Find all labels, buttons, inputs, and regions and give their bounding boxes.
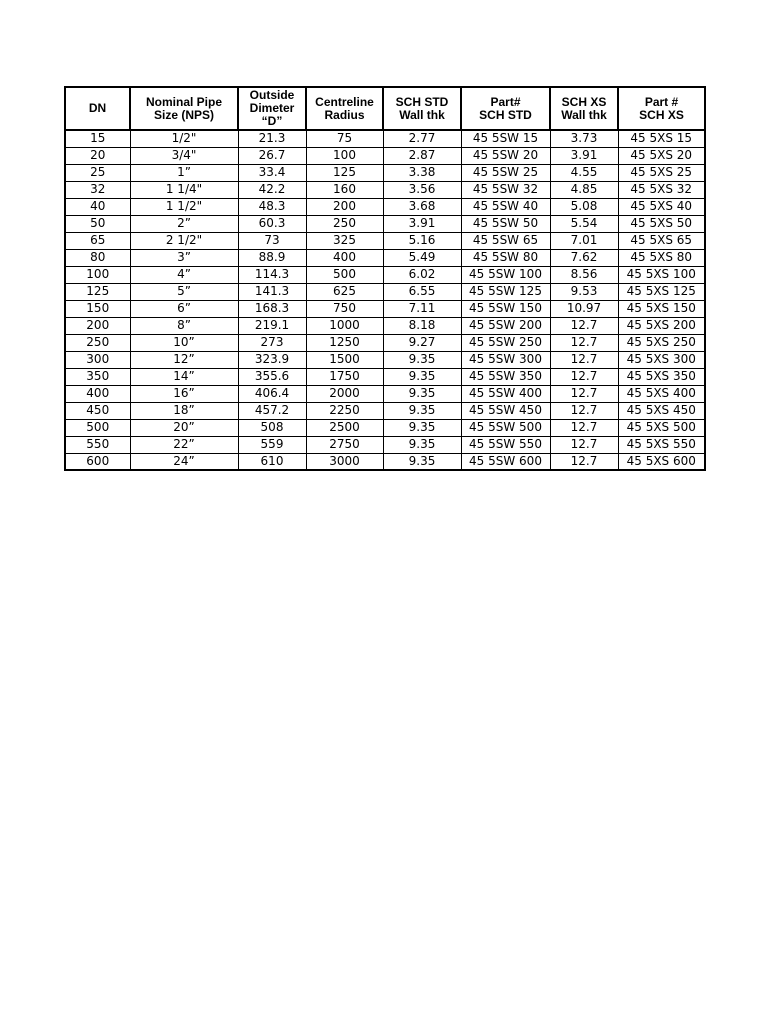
table-row [65, 266, 705, 283]
cell-part-sch-std: 45 5SW 32 [461, 181, 550, 198]
cell-sch-xs-wall: 10.97 [550, 300, 618, 317]
cell-part-sch-xs: 45 5XS 550 [618, 436, 705, 453]
header-part-sch-xs: Part # SCH XS [618, 87, 705, 130]
header-centreline-radius: Centreline Radius [306, 87, 383, 130]
cell-nps: 1 1/2" [130, 198, 238, 215]
cell-sch-xs-wall: 7.01 [550, 232, 618, 249]
document-page [64, 86, 704, 471]
cell-dn: 125 [65, 283, 130, 300]
cell-part-sch-xs: 45 5XS 400 [618, 385, 705, 402]
table-row [65, 334, 705, 351]
cell-part-sch-xs: 45 5XS 20 [618, 147, 705, 164]
cell-sch-std-wall: 2.77 [383, 130, 461, 147]
header-nominal-pipe-size: Nominal Pipe Size (NPS) [130, 87, 238, 130]
cell-sch-xs-wall: 12.7 [550, 402, 618, 419]
cell-sch-xs-wall: 4.85 [550, 181, 618, 198]
cell-part-sch-std: 45 5SW 40 [461, 198, 550, 215]
cell-centreline-radius: 1000 [306, 317, 383, 334]
cell-centreline-radius: 2000 [306, 385, 383, 402]
cell-centreline-radius: 160 [306, 181, 383, 198]
cell-centreline-radius: 100 [306, 147, 383, 164]
cell-nps: 8” [130, 317, 238, 334]
cell-sch-xs-wall: 12.7 [550, 385, 618, 402]
cell-sch-xs-wall: 3.91 [550, 147, 618, 164]
cell-part-sch-std: 45 5SW 125 [461, 283, 550, 300]
cell-dn: 150 [65, 300, 130, 317]
cell-sch-xs-wall: 12.7 [550, 368, 618, 385]
cell-part-sch-xs: 45 5XS 300 [618, 351, 705, 368]
table-row [65, 368, 705, 385]
header-sch-xs-wall: SCH XS Wall thk [550, 87, 618, 130]
cell-centreline-radius: 2250 [306, 402, 383, 419]
cell-part-sch-std: 45 5SW 600 [461, 453, 550, 470]
cell-dn: 450 [65, 402, 130, 419]
cell-centreline-radius: 2750 [306, 436, 383, 453]
cell-dn: 50 [65, 215, 130, 232]
table-row [65, 351, 705, 368]
cell-nps: 2 1/2" [130, 232, 238, 249]
cell-centreline-radius: 200 [306, 198, 383, 215]
cell-nps: 22” [130, 436, 238, 453]
cell-outside-diameter: 406.4 [238, 385, 306, 402]
cell-dn: 250 [65, 334, 130, 351]
cell-sch-std-wall: 9.35 [383, 436, 461, 453]
cell-outside-diameter: 508 [238, 419, 306, 436]
cell-sch-std-wall: 9.27 [383, 334, 461, 351]
cell-sch-std-wall: 3.56 [383, 181, 461, 198]
cell-outside-diameter: 114.3 [238, 266, 306, 283]
cell-sch-xs-wall: 5.54 [550, 215, 618, 232]
cell-outside-diameter: 141.3 [238, 283, 306, 300]
cell-part-sch-std: 45 5SW 200 [461, 317, 550, 334]
cell-dn: 80 [65, 249, 130, 266]
table-row [65, 249, 705, 266]
cell-part-sch-xs: 45 5XS 125 [618, 283, 705, 300]
cell-nps: 18” [130, 402, 238, 419]
cell-nps: 16” [130, 385, 238, 402]
cell-outside-diameter: 219.1 [238, 317, 306, 334]
cell-centreline-radius: 3000 [306, 453, 383, 470]
table-row [65, 198, 705, 215]
cell-outside-diameter: 559 [238, 436, 306, 453]
table-row [65, 283, 705, 300]
cell-nps: 24” [130, 453, 238, 470]
cell-sch-std-wall: 9.35 [383, 419, 461, 436]
cell-part-sch-std: 45 5SW 150 [461, 300, 550, 317]
cell-sch-xs-wall: 3.73 [550, 130, 618, 147]
table-row [65, 317, 705, 334]
cell-nps: 1/2" [130, 130, 238, 147]
cell-outside-diameter: 355.6 [238, 368, 306, 385]
cell-part-sch-std: 45 5SW 15 [461, 130, 550, 147]
cell-centreline-radius: 2500 [306, 419, 383, 436]
cell-outside-diameter: 42.2 [238, 181, 306, 198]
table-row [65, 402, 705, 419]
cell-centreline-radius: 1500 [306, 351, 383, 368]
header-row [65, 87, 705, 130]
cell-centreline-radius: 1750 [306, 368, 383, 385]
cell-centreline-radius: 400 [306, 249, 383, 266]
table-header [65, 87, 705, 130]
cell-dn: 32 [65, 181, 130, 198]
cell-outside-diameter: 273 [238, 334, 306, 351]
cell-part-sch-std: 45 5SW 100 [461, 266, 550, 283]
cell-sch-xs-wall: 12.7 [550, 334, 618, 351]
cell-dn: 500 [65, 419, 130, 436]
cell-centreline-radius: 500 [306, 266, 383, 283]
cell-nps: 12” [130, 351, 238, 368]
cell-outside-diameter: 457.2 [238, 402, 306, 419]
cell-sch-std-wall: 9.35 [383, 453, 461, 470]
cell-nps: 14” [130, 368, 238, 385]
table-body [65, 130, 705, 470]
cell-nps: 1 1/4" [130, 181, 238, 198]
table-row [65, 147, 705, 164]
table-row [65, 164, 705, 181]
cell-part-sch-std: 45 5SW 25 [461, 164, 550, 181]
cell-centreline-radius: 75 [306, 130, 383, 147]
cell-outside-diameter: 48.3 [238, 198, 306, 215]
cell-nps: 1” [130, 164, 238, 181]
cell-nps: 3” [130, 249, 238, 266]
table-row [65, 453, 705, 470]
cell-sch-std-wall: 3.68 [383, 198, 461, 215]
cell-centreline-radius: 750 [306, 300, 383, 317]
pipe-elbow-dimensions-table [64, 86, 706, 471]
cell-part-sch-xs: 45 5XS 40 [618, 198, 705, 215]
header-outside-diameter: Outside Dimeter “D” [238, 87, 306, 130]
cell-centreline-radius: 625 [306, 283, 383, 300]
cell-centreline-radius: 325 [306, 232, 383, 249]
header-part-sch-std: Part# SCH STD [461, 87, 550, 130]
cell-sch-std-wall: 6.02 [383, 266, 461, 283]
cell-part-sch-std: 45 5SW 65 [461, 232, 550, 249]
cell-dn: 40 [65, 198, 130, 215]
cell-outside-diameter: 33.4 [238, 164, 306, 181]
cell-dn: 15 [65, 130, 130, 147]
cell-sch-std-wall: 6.55 [383, 283, 461, 300]
cell-sch-std-wall: 9.35 [383, 351, 461, 368]
cell-dn: 350 [65, 368, 130, 385]
table-row [65, 232, 705, 249]
cell-part-sch-xs: 45 5XS 65 [618, 232, 705, 249]
cell-part-sch-std: 45 5SW 250 [461, 334, 550, 351]
cell-part-sch-std: 45 5SW 450 [461, 402, 550, 419]
cell-sch-xs-wall: 4.55 [550, 164, 618, 181]
cell-sch-std-wall: 7.11 [383, 300, 461, 317]
cell-nps: 20” [130, 419, 238, 436]
cell-part-sch-xs: 45 5XS 150 [618, 300, 705, 317]
cell-part-sch-xs: 45 5XS 500 [618, 419, 705, 436]
cell-nps: 4” [130, 266, 238, 283]
cell-part-sch-xs: 45 5XS 350 [618, 368, 705, 385]
cell-sch-std-wall: 3.91 [383, 215, 461, 232]
cell-outside-diameter: 88.9 [238, 249, 306, 266]
cell-dn: 550 [65, 436, 130, 453]
cell-part-sch-std: 45 5SW 550 [461, 436, 550, 453]
cell-sch-std-wall: 9.35 [383, 385, 461, 402]
header-sch-std-wall: SCH STD Wall thk [383, 87, 461, 130]
cell-part-sch-xs: 45 5XS 15 [618, 130, 705, 147]
cell-centreline-radius: 1250 [306, 334, 383, 351]
cell-sch-xs-wall: 12.7 [550, 317, 618, 334]
cell-sch-std-wall: 3.38 [383, 164, 461, 181]
cell-nps: 5” [130, 283, 238, 300]
cell-part-sch-xs: 45 5XS 250 [618, 334, 705, 351]
cell-sch-xs-wall: 9.53 [550, 283, 618, 300]
cell-sch-xs-wall: 8.56 [550, 266, 618, 283]
cell-dn: 25 [65, 164, 130, 181]
cell-sch-xs-wall: 12.7 [550, 436, 618, 453]
cell-dn: 300 [65, 351, 130, 368]
cell-dn: 65 [65, 232, 130, 249]
cell-outside-diameter: 323.9 [238, 351, 306, 368]
cell-part-sch-std: 45 5SW 400 [461, 385, 550, 402]
cell-part-sch-xs: 45 5XS 50 [618, 215, 705, 232]
table-row [65, 419, 705, 436]
cell-part-sch-xs: 45 5XS 600 [618, 453, 705, 470]
cell-dn: 400 [65, 385, 130, 402]
cell-centreline-radius: 250 [306, 215, 383, 232]
cell-sch-xs-wall: 12.7 [550, 419, 618, 436]
cell-outside-diameter: 610 [238, 453, 306, 470]
cell-sch-std-wall: 5.49 [383, 249, 461, 266]
cell-dn: 600 [65, 453, 130, 470]
cell-sch-xs-wall: 12.7 [550, 453, 618, 470]
cell-part-sch-xs: 45 5XS 80 [618, 249, 705, 266]
cell-dn: 200 [65, 317, 130, 334]
cell-part-sch-std: 45 5SW 300 [461, 351, 550, 368]
cell-part-sch-xs: 45 5XS 450 [618, 402, 705, 419]
cell-dn: 100 [65, 266, 130, 283]
cell-sch-std-wall: 9.35 [383, 368, 461, 385]
cell-part-sch-xs: 45 5XS 200 [618, 317, 705, 334]
cell-sch-xs-wall: 5.08 [550, 198, 618, 215]
table-row [65, 181, 705, 198]
cell-sch-xs-wall: 7.62 [550, 249, 618, 266]
cell-sch-std-wall: 8.18 [383, 317, 461, 334]
cell-sch-xs-wall: 12.7 [550, 351, 618, 368]
cell-nps: 6” [130, 300, 238, 317]
cell-part-sch-std: 45 5SW 500 [461, 419, 550, 436]
table-row [65, 130, 705, 147]
cell-outside-diameter: 26.7 [238, 147, 306, 164]
table-row [65, 436, 705, 453]
cell-nps: 3/4" [130, 147, 238, 164]
cell-nps: 2” [130, 215, 238, 232]
table-row [65, 385, 705, 402]
cell-sch-std-wall: 2.87 [383, 147, 461, 164]
cell-part-sch-xs: 45 5XS 32 [618, 181, 705, 198]
table-row [65, 215, 705, 232]
cell-outside-diameter: 73 [238, 232, 306, 249]
cell-part-sch-std: 45 5SW 350 [461, 368, 550, 385]
cell-part-sch-std: 45 5SW 80 [461, 249, 550, 266]
cell-part-sch-xs: 45 5XS 100 [618, 266, 705, 283]
cell-outside-diameter: 168.3 [238, 300, 306, 317]
cell-part-sch-std: 45 5SW 50 [461, 215, 550, 232]
cell-part-sch-xs: 45 5XS 25 [618, 164, 705, 181]
header-dn: DN [65, 87, 130, 130]
cell-nps: 10” [130, 334, 238, 351]
table-row [65, 300, 705, 317]
cell-centreline-radius: 125 [306, 164, 383, 181]
cell-sch-std-wall: 5.16 [383, 232, 461, 249]
cell-outside-diameter: 21.3 [238, 130, 306, 147]
cell-sch-std-wall: 9.35 [383, 402, 461, 419]
cell-dn: 20 [65, 147, 130, 164]
cell-part-sch-std: 45 5SW 20 [461, 147, 550, 164]
cell-outside-diameter: 60.3 [238, 215, 306, 232]
